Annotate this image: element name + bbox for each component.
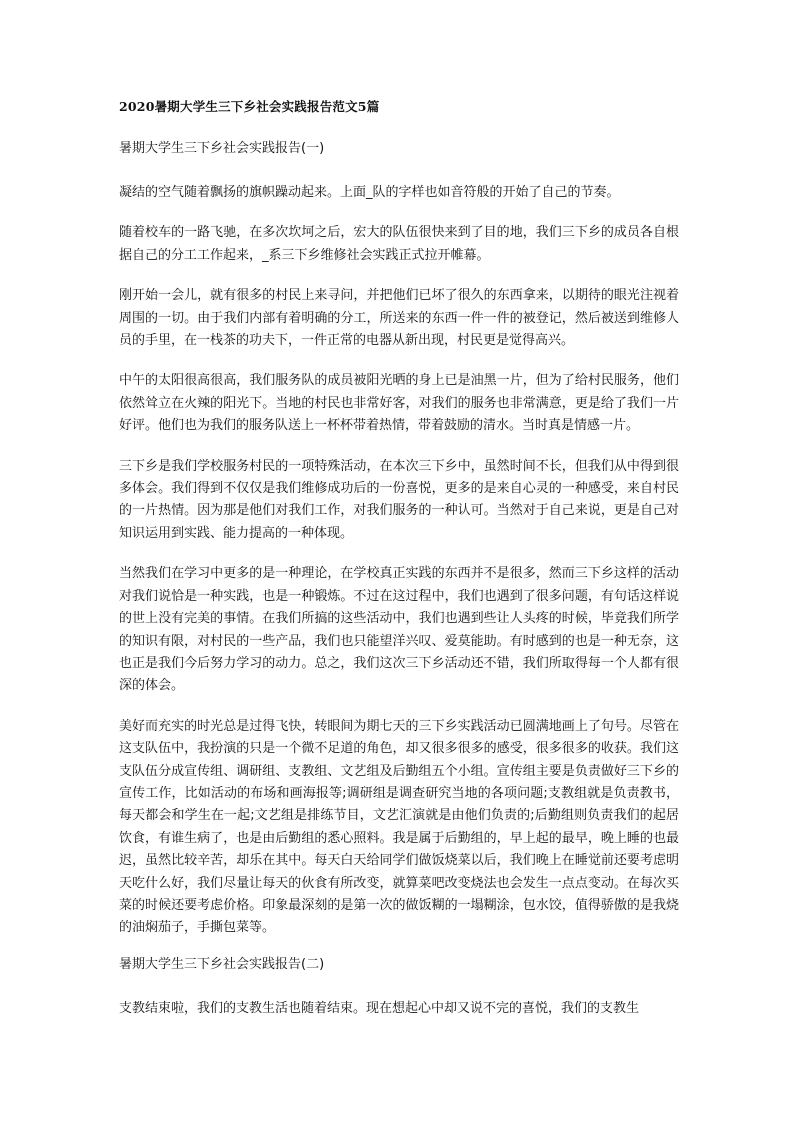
section-heading-2: 暑期大学生三下乡社会实践报告(二) (119, 956, 325, 972)
paragraph: 刚开始一会儿，就有很多的村民上来寻问，并把他们已坏了很久的东西拿来，以期待的眼光注视着周围的一切。由于我们内部有着明确的分工，所送来的东西一件一件的被登记，然后被送到维修人员的手里，在一栈茶的功夫下，一件正常的电器从新出现，村民更是觉得高兴。 (119, 288, 679, 349)
paragraph: 中午的太阳很高很高，我们服务队的成员被阳光晒的身上已是油黑一片，但为了给村民服务，他们依然耸立在火辣的阳光下。当地的村民也非常好客，对我们的服务也非常满意，更是给了我们一片好评。他们也为我们的服务队送上一杯杯带着热情，带着鼓励的清水。当时真是情感一片。 (119, 373, 679, 434)
section-heading-1: 暑期大学生三下乡社会实践报告(一) (119, 141, 325, 156)
paragraph: 当然我们在学习中更多的是一种理论，在学校真正实践的东西并不是很多，然而三下乡这样的活动对我们说恰是一种实践，也是一种锻炼。不过在这过程中，我们也遇到了很多问题，有句话这样说的世上没有完美的事情。在我们所搞的这些活动中，我们也遇到些让人头疼的时候，毕竟我们所学的知识有限，对村民的一些产品，我们也只能望洋兴叹、爱莫能助。有时感到的也是一种无奈，这也正是我们今后努力学习的动力。总之，我们这次三下乡活动还不错，我们所取得每一个人都有很深的体会。 (119, 566, 679, 694)
document-page (119, 98, 679, 1038)
paragraph: 美好而充实的时光总是过得飞快，转眼间为期七天的三下乡实践活动已圆满地画上了句号。尽管在这支队伍中，我扮演的只是一个微不足道的角色，却又很多很多的感受，很多很多的收获。我们这支队伍分成宣传组、调研组、支教组、文艺组及后勤组五个小组。宣传组主要是负责做好三下乡的宣传工作，比如活动的布场和画海报等;调研组是调查研究当地的各项问题;支教组就是负责教书，每天都会和学生在一起;文艺组是排练节目，文艺汇演就是由他们负责的;后勤组则负责我们的起居饮食，有谁生病了，也是由后勤组的悉心照料。我是属于后勤组的，早上起的最早，晚上睡的也最迟，虽然比较辛苦，却乐在其中。每天白天给同学们做饭烧菜以后，我们晚上在睡觉前还要考虑明天吃什么好，我们尽量让每天的伙食有所改变，就算菜吧改变烧法也会发生一点点变动。在每次买菜的时候还要考虑价格。印象最深刻的是第一次的做饭糊的一塌糊涂，包水饺，值得骄傲的是我烧的油焖茄子，手撕包菜等。 (119, 718, 679, 936)
paragraph: 支教结束啦，我们的支教生活也随着结束。现在想起心中却又说不完的喜悦，我们的支教生 (119, 1000, 640, 1016)
paragraph: 凝结的空气随着飘扬的旗帜躁动起来。上面_队的字样也如音符般的开始了自己的节奏。 (119, 185, 620, 200)
document-title: 2020暑期大学生三下乡社会实践报告范文5篇 (119, 99, 380, 114)
paragraph: 随着校车的一路飞驰，在多次坎坷之后，宏大的队伍很快来到了目的地，我们三下乡的成员各自根据自己的分工工作起来，_系三下乡维修社会实践正式拉开帷幕。 (119, 225, 679, 263)
paragraph: 三下乡是我们学校服务村民的一项特殊活动，在本次三下乡中，虽然时间不长，但我们从中得到很多体会。我们得到不仅仅是我们维修成功后的一份喜悦，更多的是来自心灵的一种感受，来自村民的一片热情。因为那是他们对我们工作，对我们服务的一种认可。当然对于自己来说，更是自己对知识运用到实践、能力提高的一种体现。 (119, 458, 679, 541)
